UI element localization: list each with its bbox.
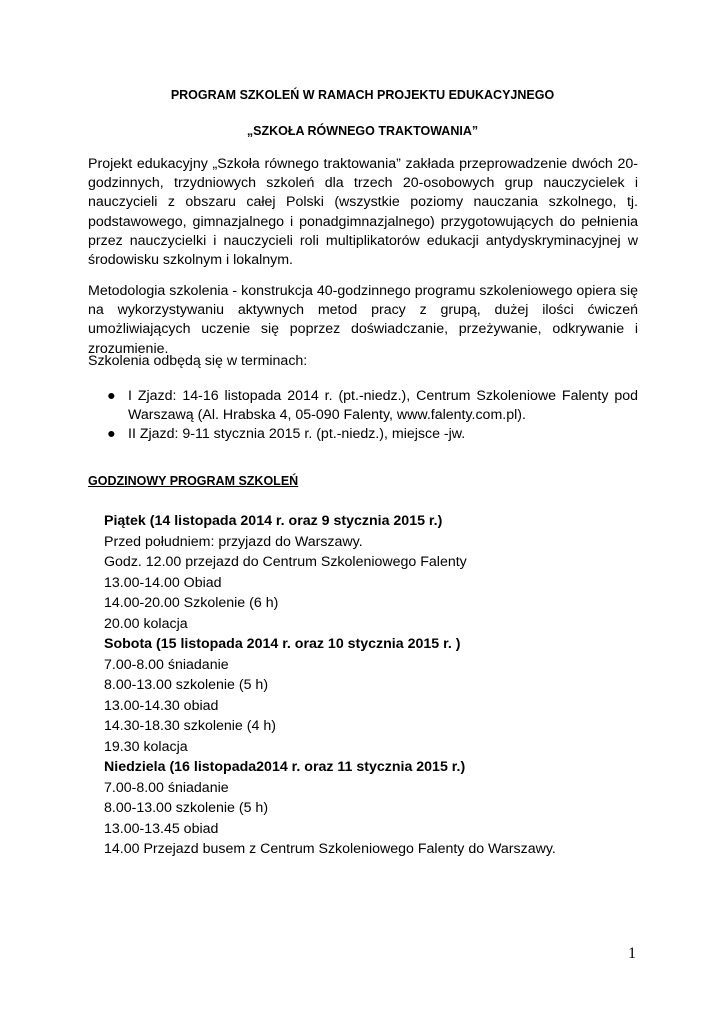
bullet-icon: ● xyxy=(107,388,116,404)
document-subtitle: „SZKOŁA RÓWNEGO TRAKTOWANIA” xyxy=(246,124,479,138)
list-item-text: II Zjazd: 9-11 stycznia 2015 r. (pt.-niedz.), miejsce -jw. xyxy=(128,426,466,443)
schedule-item: 8.00-13.00 szkolenie (5 h) xyxy=(104,677,269,693)
page-number: 1 xyxy=(628,945,636,962)
bullet-icon: ● xyxy=(107,426,116,443)
schedule xyxy=(104,511,644,860)
schedule-item: 19.30 kolacja xyxy=(104,738,188,755)
list-item xyxy=(88,387,638,425)
schedule-item: 14.00-20.00 Szkolenie (6 h) xyxy=(104,595,279,611)
methodology-paragraph: Metodologia szkolenia - konstrukcja 40-godzinnego programu szkoleniowego opiera się na wykorzystywaniu aktywnych metod pracy z grupą, dużej ilości ćwiczeń umożliwiających uczenie się poprzez doświadczanie, przeżywanie, odkrywanie i zrozumienie. xyxy=(88,283,638,357)
schedule-item: 7.00-8.00 śniadanie xyxy=(104,779,229,796)
schedule-item: 13.00-14.00 Obiad xyxy=(104,574,222,591)
schedule-item: Godz. 12.00 przejazd do Centrum Szkoleniowego Falenty xyxy=(104,554,467,570)
schedule-day-heading: Niedziela (16 listopada2014 r. oraz 11 stycznia 2015 r.) xyxy=(104,759,466,775)
section-heading: GODZINOWY PROGRAM SZKOLEŃ xyxy=(88,474,299,488)
schedule-item: 14.00 Przejazd busem z Centrum Szkoleniowego Falenty do Warszawy. xyxy=(104,841,556,857)
schedule-item: 7.00-8.00 śniadanie xyxy=(104,656,229,673)
list-item xyxy=(88,425,638,444)
list-item-text: I Zjazd: 14-16 listopada 2014 r. (pt.-niedz.), Centrum Szkoleniowe Falenty pod Warszawą (Al. Hrabska 4, 05-090 Falenty, www.falenty.com.pl). xyxy=(128,388,638,424)
schedule-item: 13.00-13.45 obiad xyxy=(104,820,219,837)
schedule-item: 13.00-14.30 obiad xyxy=(104,697,219,714)
schedule-item: 20.00 kolacja xyxy=(104,615,188,632)
schedule-item: 14.30-18.30 szkolenie (4 h) xyxy=(104,718,276,734)
document-title: PROGRAM SZKOLEŃ W RAMACH PROJEKTU EDUKACYJNEGO xyxy=(170,88,555,102)
schedule-item: Przed południem: przyjazd do Warszawy. xyxy=(104,533,363,550)
dates-intro-paragraph: Szkolenia odbędą się w terminach: xyxy=(88,353,308,369)
schedule-day-heading: Piątek (14 listopada 2014 r. oraz 9 stycznia 2015 r.) xyxy=(104,513,443,529)
schedule-item: 8.00-13.00 szkolenie (5 h) xyxy=(104,800,269,816)
dates-list xyxy=(88,387,638,445)
schedule-day-heading: Sobota (15 listopada 2014 r. oraz 10 stycznia 2015 r. ) xyxy=(104,636,461,652)
intro-paragraph: Projekt edukacyjny „Szkoła równego traktowania” zakłada przeprowadzenie dwóch 20-godzinnych, trzydniowych szkoleń dla trzech 20-osobowych grup nauczycielek i nauczycieli z obszaru całej Polski (wszystkie poziomy nauczania szkolnego, tj. podstawowego, gimnazjalnego i ponadgimnazjalnego) przygotowujących do pełnienia przez nauczycielki i nauczycieli roli multiplikatorów edukacji antydyskryminacyjnej w środowisku szkolnym i lokalnym. xyxy=(88,156,638,269)
